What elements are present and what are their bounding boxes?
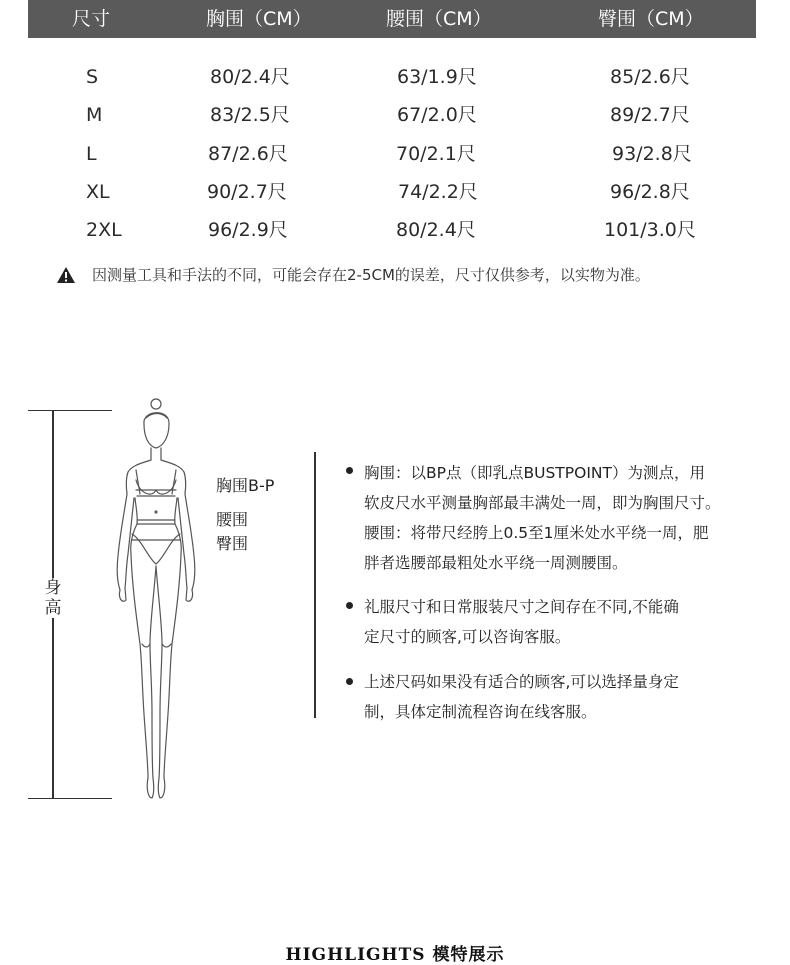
instructions-divider xyxy=(314,452,316,718)
hip-cell: 96/2.8尺 xyxy=(610,181,690,203)
bullet-icon xyxy=(346,602,353,609)
hip-cell: 85/2.6尺 xyxy=(610,66,690,88)
size-cell: M xyxy=(86,104,103,126)
size-cell: 2XL xyxy=(86,219,122,241)
header-waist: 腰围（CM） xyxy=(386,8,492,30)
header-hip: 臀围（CM） xyxy=(598,8,704,30)
bullet-icon xyxy=(346,678,353,685)
header-bust: 胸围（CM） xyxy=(206,8,312,30)
bust-cell: 80/2.4尺 xyxy=(210,66,290,88)
waist-cell: 67/2.0尺 xyxy=(397,104,477,126)
body-measurement-figure xyxy=(28,400,328,810)
size-cell: L xyxy=(86,143,97,165)
hip-label: 臀围 xyxy=(216,534,249,553)
bust-cell: 96/2.9尺 xyxy=(208,219,288,241)
highlights-title: HIGHLIGHTS 模特展示 xyxy=(285,945,505,965)
hip-cell: 93/2.8尺 xyxy=(612,143,692,165)
note-text: 因测量工具和手法的不同，可能会存在2-5CM的误差，尺寸仅供参考，以实物为准。 xyxy=(92,266,650,284)
measurement-note xyxy=(56,264,650,285)
table-header-bar xyxy=(28,0,756,38)
instruction-size-difference: 礼服尺寸和日常服装尺寸之间存在不同,不能确 定尺寸的顾客,可以咨询客服。 xyxy=(364,598,679,646)
warning-icon xyxy=(56,266,76,284)
female-body-outline-icon xyxy=(98,394,238,804)
height-label: 身高 xyxy=(42,578,64,618)
bust-bp-label: 胸围B-P xyxy=(216,476,275,495)
bullet-icon xyxy=(346,467,353,474)
instruction-custom-made: 上述尺码如果没有适合的顾客,可以选择量身定 制，具体定制流程咨询在线客服。 xyxy=(364,673,679,721)
header-size: 尺寸 xyxy=(72,8,111,30)
bust-cell: 87/2.6尺 xyxy=(208,143,288,165)
waist-cell: 74/2.2尺 xyxy=(398,181,478,203)
waist-cell: 63/1.9尺 xyxy=(397,66,477,88)
size-cell: XL xyxy=(86,181,110,203)
hip-cell: 89/2.7尺 xyxy=(610,104,690,126)
instruction-bust-waist: 胸围：以BP点（即乳点BUSTPOINT）为测点，用 软皮尺水平测量胸部最丰满处一周，即为胸围尺寸。 腰围：将带尺经胯上0.5至1厘米处水平绕一周，肥 胖者选腰部最粗处水平绕一周测腰围。 xyxy=(364,464,721,572)
bust-cell: 83/2.5尺 xyxy=(210,104,290,126)
waist-cell: 80/2.4尺 xyxy=(396,219,476,241)
bust-cell: 90/2.7尺 xyxy=(207,181,287,203)
waist-cell: 70/2.1尺 xyxy=(396,143,476,165)
waist-label: 腰围 xyxy=(216,510,249,529)
size-cell: S xyxy=(86,66,99,88)
hip-cell: 101/3.0尺 xyxy=(604,219,696,241)
